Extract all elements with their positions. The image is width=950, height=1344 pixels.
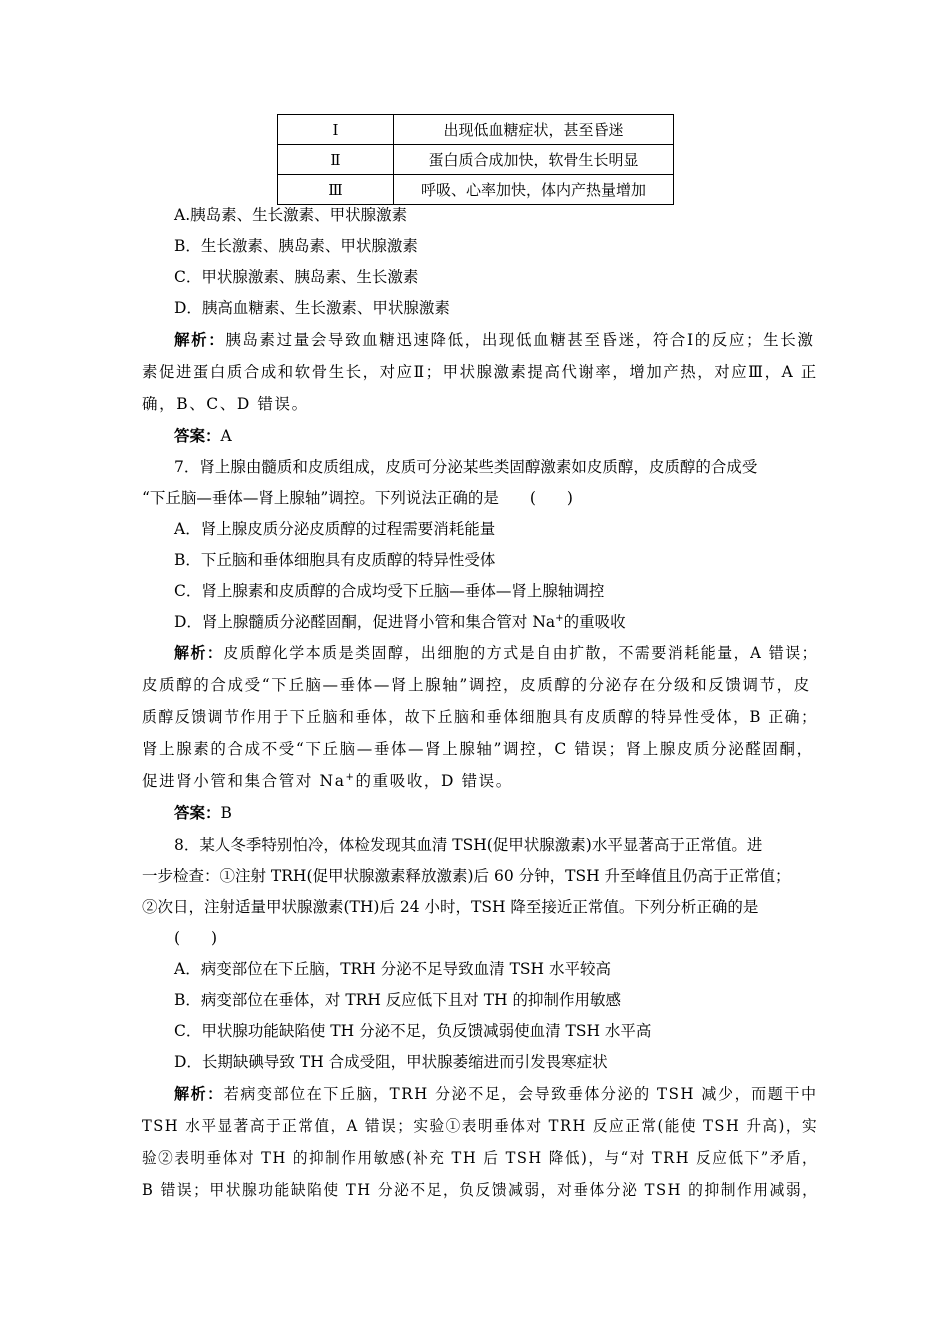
table-cell-text: 呼吸、心率加快，体内产热量增加 (394, 175, 674, 205)
q6-option-c: C．甲状腺激素、胰岛素、生长激素 (174, 268, 419, 286)
q8-stem-line: 一步检查：①注射 TRH(促甲状腺激素释放激素)后 60 分钟，TSH 升至峰值且仍高于正常值； (142, 867, 791, 885)
answer-label: 答案： (174, 426, 221, 445)
q8-stem-line: ( ) (174, 929, 218, 947)
q7-analysis-line: 皮质醇的合成受“下丘脑—垂体—肾上腺轴”调控，皮质醇的分泌存在分级和反馈调节，皮 (142, 676, 811, 694)
q7-analysis-line: 肾上腺素的合成不受“下丘脑—垂体—肾上腺轴”调控，C 错误；肾上腺皮质分泌醛固酮， (142, 740, 814, 758)
table-cell-label: Ⅱ (278, 145, 394, 175)
q8-analysis-line: 解析：若病变部位在下丘脑，TRH 分泌不足，会导致垂体分泌的 TSH 减少，而题干中 (174, 1084, 818, 1103)
q7-analysis-line: 促进肾小管和集合管对 Na+的重吸收，D 错误。 (142, 771, 513, 790)
q7-option-c: C．肾上腺素和皮质醇的合成均受下丘脑—垂体—肾上腺轴调控 (174, 582, 605, 600)
table-row (278, 115, 674, 145)
q8-option-c: C．甲状腺功能缺陷使 TH 分泌不足，负反馈减弱使血清 TSH 水平高 (174, 1022, 652, 1040)
q8-option-a: A．病变部位在下丘脑，TRH 分泌不足导致血清 TSH 水平较高 (174, 960, 611, 978)
q6-analysis-line: 素促进蛋白质合成和软骨生长，对应Ⅱ；甲状腺激素提高代谢率，增加产热，对应Ⅲ，A 正 (142, 363, 818, 381)
q8-analysis-line: 验②表明垂体对 TH 的抑制作用敏感(补充 TH 后 TSH 降低)，与“对 TRH 反应低下”矛盾， (142, 1149, 819, 1167)
table-row (278, 175, 674, 205)
q6-option-d: D．胰高血糖素、生长激素、甲状腺激素 (174, 299, 450, 317)
table-cell-text: 蛋白质合成加快，软骨生长明显 (394, 145, 674, 175)
q7-analysis-line: 质醇反馈调节作用于下丘脑和垂体，故下丘脑和垂体细胞具有皮质醇的特异性受体，B 正确； (142, 708, 818, 726)
q7-answer: 答案：B (174, 803, 232, 822)
table-cell-label: Ⅲ (278, 175, 394, 205)
table-row (278, 145, 674, 175)
q6-analysis-line: 确，B、C、D 错误。 (142, 395, 309, 413)
q6-option-a: A.胰岛素、生长激素、甲状腺激素 (174, 206, 408, 224)
q8-analysis-line: TSH 水平显著高于正常值，A 错误；实验①表明垂体对 TRH 反应正常(能使 TSH 升高)，实 (142, 1117, 819, 1135)
q7-analysis-line: 解析：皮质醇化学本质是类固醇，出细胞的方式是自由扩散，不需要消耗能量，A 错误； (174, 643, 819, 662)
q8-stem-line: ②次日，注射适量甲状腺激素(TH)后 24 小时，TSH 降至接近正常值。下列分析正确的是 (142, 898, 759, 916)
table-cell-text: 出现低血糖症状，甚至昏迷 (394, 115, 674, 145)
analysis-label: 解析： (174, 1084, 224, 1103)
table-cell-label: Ⅰ (278, 115, 394, 145)
answer-label: 答案： (174, 803, 221, 822)
q6-option-b: B．生长激素、胰岛素、甲状腺激素 (174, 237, 418, 255)
q8-analysis-line: B 错误；甲状腺功能缺陷使 TH 分泌不足，负反馈减弱，对垂体分泌 TSH 的抑制作用减弱， (142, 1181, 819, 1199)
q7-option-a: A．肾上腺皮质分泌皮质醇的过程需要消耗能量 (174, 520, 496, 538)
q8-option-d: D．长期缺碘导致 TH 合成受阻，甲状腺萎缩进而引发畏寒症状 (174, 1053, 608, 1071)
q8-option-b: B．病变部位在垂体，对 TRH 反应低下且对 TH 的抑制作用敏感 (174, 991, 621, 1009)
analysis-label: 解析： (174, 643, 224, 662)
q6-answer: 答案：A (174, 426, 232, 445)
hormone-effects-table (277, 114, 674, 205)
q7-option-d: D．肾上腺髓质分泌醛固酮，促进肾小管和集合管对 Na+的重吸收 (174, 612, 626, 631)
q7-stem-line: 7．肾上腺由髓质和皮质组成，皮质可分泌某些类固醇激素如皮质醇，皮质醇的合成受 (174, 458, 758, 476)
analysis-label: 解析： (174, 330, 226, 349)
q7-stem-line: “下丘脑—垂体—肾上腺轴”调控。下列说法正确的是 ( ) (142, 489, 573, 507)
q6-analysis-line: 解析：胰岛素过量会导致血糖迅速降低，出现低血糖甚至昏迷，符合Ⅰ的反应；生长激 (174, 330, 815, 349)
q7-option-b: B．下丘脑和垂体细胞具有皮质醇的特异性受体 (174, 551, 496, 569)
q8-stem-line: 8．某人冬季特别怕冷，体检发现其血清 TSH(促甲状腺激素)水平显著高于正常值。进 (174, 836, 763, 854)
